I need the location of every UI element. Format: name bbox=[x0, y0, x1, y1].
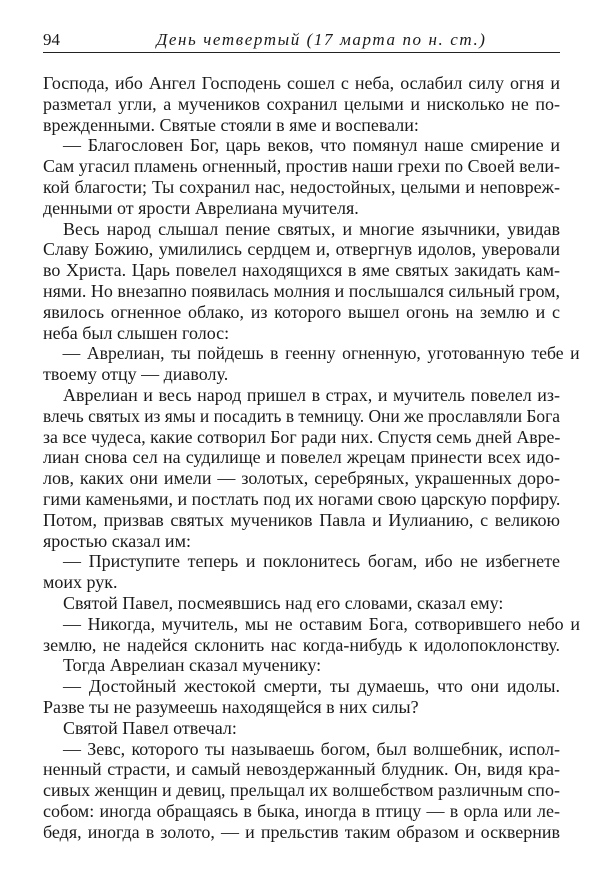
text-line: Потом, призвав святых мучеников Павла и Иулианию, с великою bbox=[43, 509, 560, 530]
text-line: разметал угли, а мучеников сохранил целыми и нисколько не по- bbox=[43, 93, 560, 114]
text-line: Святой Павел, посмеявшись над его словами, сказал ему: bbox=[63, 592, 504, 613]
text-line: кой благости; Ты сохранил нас, недостойных, целыми и неповреж- bbox=[43, 176, 560, 197]
text-line: явилось огненное облако, из которого вышел огонь на землю и с bbox=[43, 301, 560, 322]
text-line: — Аврелиан, ты пойдешь в геенну огненную, уготованную тебе и bbox=[62, 343, 580, 364]
text-line: Господа, ибо Ангел Господень сошел с неба, ослабил силу огня и bbox=[43, 73, 560, 93]
text-line: лиан снова сел на судилище и повелел жрецам принести всех идо- bbox=[43, 447, 560, 468]
text-line: Славу Божию, умилились сердцем и, отвергнув идолов, уверовали bbox=[43, 239, 560, 260]
text-line: сивых женщин и девиц, прельщал их волшебством различным спо- bbox=[43, 780, 560, 801]
text-line: врежденными. Святые стояли в яме и воспевали: bbox=[43, 114, 419, 135]
text-line: Разве ты не разумеешь находящейся в них силы? bbox=[43, 696, 419, 717]
text-line: денными от ярости Аврелиана мучителя. bbox=[43, 197, 359, 218]
text-line: за все чудеса, какие сотворил Бог ради них. Спустя семь дней Авре- bbox=[43, 426, 561, 447]
text-line: Аврелиан и весь народ пришел в страх, и мучитель повелел из- bbox=[63, 384, 560, 405]
text-line: — Зевс, которого ты называешь богом, был волшебник, испол- bbox=[63, 738, 560, 759]
text-line: лов, каких они имели — золотых, серебряных, украшенных доро- bbox=[43, 468, 560, 489]
text-line: землю, не надейся склонить нас когда-нибудь к идолопоклонству. bbox=[43, 634, 560, 655]
text-line: влечь святых из ямы и посадить в темницу. Они же прославляли Бога bbox=[43, 405, 561, 426]
text-line: Весь народ слышал пение святых, и многие язычники, увидав bbox=[63, 218, 560, 239]
text-line: — Никогда, мучитель, мы не оставим Бога, сотворившего небо и bbox=[62, 613, 580, 634]
text-line: — Приступите теперь и поклонитесь богам, ибо не избегнете bbox=[63, 551, 560, 572]
text-line: бедя, иногда в золото, — и прельстив таким образом и осквернив bbox=[43, 821, 560, 842]
text-line: ненный страсти, и самый невоздержанный блудник. Он, видя кра- bbox=[43, 759, 560, 780]
page-number: 94 bbox=[43, 30, 60, 49]
text-line: яростью сказал им: bbox=[43, 530, 191, 551]
page-body-text bbox=[43, 73, 580, 842]
text-line: во Христа. Царь повелел находящихся в яме святых закидать кам- bbox=[43, 260, 560, 281]
text-line: моих рук. bbox=[43, 572, 118, 593]
text-line: собом: иногда обращаясь в быка, иногда в птицу — в орла или ле- bbox=[43, 800, 560, 821]
text-line: твоему отцу — диаволу. bbox=[43, 364, 229, 385]
text-line: — Достойный жестокой смерти, ты думаешь, что они идолы. bbox=[63, 676, 560, 697]
text-line: неба был слышен голос: bbox=[43, 322, 230, 343]
running-title: День четвертый (17 марта по н. ст.) bbox=[156, 30, 487, 49]
text-line: — Благословен Бог, царь веков, что помянул наше смирение и bbox=[63, 135, 560, 156]
text-line: Святой Павел отвечал: bbox=[63, 717, 237, 738]
text-line: Тогда Аврелиан сказал мученику: bbox=[63, 655, 322, 676]
text-line: нями. Но внезапно появилась молния и послышался сильный гром, bbox=[43, 280, 560, 301]
text-line: гими каменьями, и постлать под их ногами свою царскую порфиру. bbox=[43, 488, 561, 509]
text-line: Сам угасил пламень огненный, простив наши грехи по Своей вели- bbox=[43, 156, 560, 177]
running-header bbox=[43, 30, 560, 53]
